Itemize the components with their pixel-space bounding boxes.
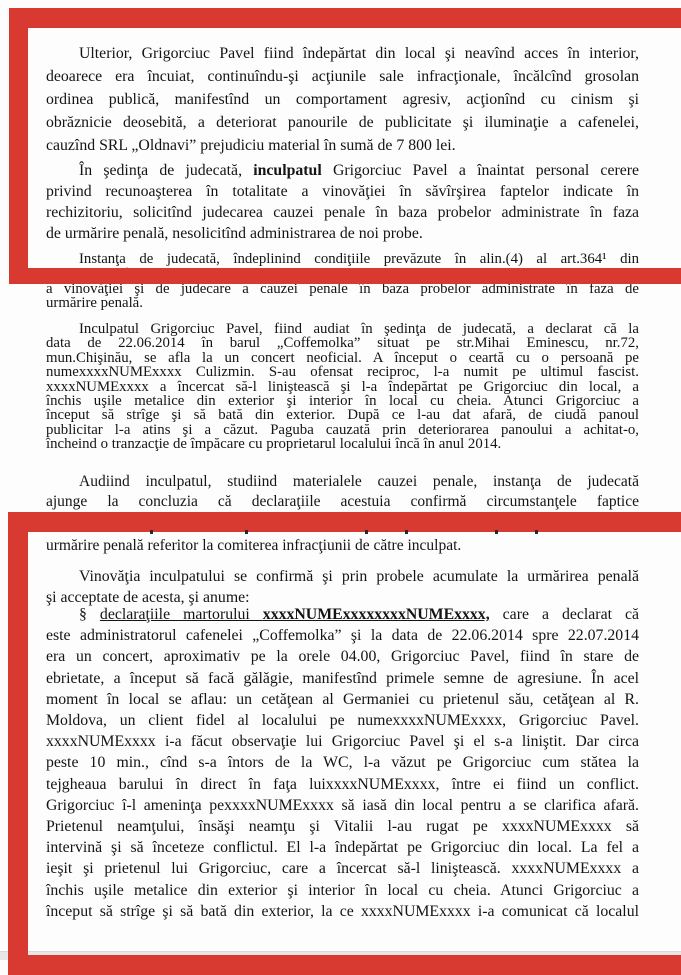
text-line: mun.Chişinău, se afla la un concert neoficial. A început o ceartă cu o persoană pe <box>46 349 639 366</box>
text-line: Instanţa de judecată, îndeplinind condiţiile prevăzute în alin.(4) al art.364¹ din <box>79 251 639 267</box>
text-line: § declaraţiile martorului xxxxNUMExxxxxxxxNUMExxxx, care a declarat că <box>79 606 640 623</box>
text-line: data de 22.06.2014 în barul „Coffemolka” situat pe str.Mihai Eminescu, nr.72, <box>46 335 639 352</box>
text-line: început să strîge şi să bată din exterior, la ce xxxxNUMExxxx i-a comunicat că localul <box>46 902 639 920</box>
text-line: ajunge la concluzia că declaraţiile acestuia confirmă circumstanţele faptice <box>46 493 639 510</box>
text-line: urmărire penală. <box>46 295 143 312</box>
text-line: deoarece era încuiat, continuîndu-şi acţiunile sale infracţionale, încălcînd grosolan <box>46 68 639 85</box>
text-line: obrăznicie deosebită, a deteriorat panourile de publicitate şi iluminaţie a cafenelei, <box>46 114 639 131</box>
text-line: publicitar l-a atins şi a căzut. Paguba cauzată prin deteriorarea panoului a achitat-o, <box>46 421 639 438</box>
text-line: Ulterior, Grigorciuc Pavel fiind îndepărtat din local şi neavînd acces în interior, <box>79 45 639 62</box>
red-annotation-box-top <box>9 8 681 284</box>
text-line: intervină şi să înceteze conflictul. El l-a îndepărtat pe Grigorciuc din local. La fel a <box>46 839 639 857</box>
text-line: CPP, prin încheierea din 06.05.2015, a acceptat cererea inculpatului de recunoaştere <box>46 265 639 282</box>
text-line: ordinea publică, manifestînd un comportament agresiv, acţionînd cu cinism şi <box>46 91 639 108</box>
text-line: moment în local se aflau: un cetăţean al Germaniei cu prietenul său, cetăţean al R. <box>46 690 639 708</box>
text-line: Audiind inculpatul, studiind materialele cauzei penale, instanţa de judecată <box>79 473 639 490</box>
text-line: închis uşile metalice din exterior şi interior în local cu cheia. Atunci Grigorciuc a <box>46 881 639 899</box>
text-line: Grigorciuc î-l ameninţa pexxxxNUMExxxx să iasă din local pentru a se clarifica afară. <box>46 796 639 814</box>
text-line: de urmărire penală, nesolicitînd administrarea de noi probe. <box>46 225 423 242</box>
text-line: cauzînd SRL „Oldnavi” prejudiciu material în sumă de 7 800 lei. <box>46 137 456 154</box>
text-line: rechizitoriu, solicitînd judecarea cauzei penale în baza probelor administrate în faza <box>46 204 639 221</box>
text-line: Vinovăţia inculpatului se confirmă şi prin probele acumulate la urmărirea penală <box>79 568 639 585</box>
text-line: În şedinţa de judecată, inculpatul Grigorciuc Pavel a înaintat personal cerere <box>79 162 640 179</box>
text-line: ieşit şi prietenul lui Grigorciuc, care a încercat să-l liniştească. xxxxNUMExxxx a <box>46 860 639 878</box>
red-annotation-box-bottom <box>8 512 681 975</box>
text-line: a vinovăţiei şi de judecare a cauzei penale în baza probelor administrate în faza de <box>46 280 639 297</box>
text-line: Inculpatul Grigorciuc Pavel, fiind audiat în şedinţa de judecată, a declarat că la <box>79 321 639 337</box>
text-line: Moldova, un client fidel al localului pe numexxxxNUMExxxx, Grigorciuc Pavel. <box>46 712 639 730</box>
text-line: încheind o tranzacţie de împăcare cu proprietarul localului încă în anul 2014. <box>46 436 502 453</box>
text-line: închis uşile metalice din exterior şi interior în local cu cheia. Atunci Grigorciuc a <box>46 393 639 410</box>
text-line: peste 10 min., cînd s-a întors de la WC, l-a văzut pe Grigorciuc cum stătea la <box>46 754 639 772</box>
text-line: început să strîge şi să bată din exterior. După ce l-au dat afară, de ciudă panoul <box>46 407 639 424</box>
text-line: privind recunoaşterea în totalitate a vinovăţiei în săvîrşirea faptelor indicate în <box>46 183 639 200</box>
text-line: tejgheaua barului în direct în faţa luixxxxNUMExxxx, între ei fiind un conflict. <box>46 775 639 793</box>
text-line: urmărire penală referitor la comiterea infracţiunii de către inculpat. <box>46 537 462 554</box>
text-line: era un concert, aproximativ pe la orele 04.00, Grigorciuc Pavel, fiind în stare de <box>46 648 639 666</box>
text-line: ebrietate, a început să facă gălăgie, manifestînd primele semne de agresiune. În acel <box>46 669 639 687</box>
paragraph-inculpat-audiat <box>46 322 639 452</box>
obscured-line-descenders <box>150 530 153 534</box>
text-line: xxxxNUMExxxx i-a făcut observaţie lui Grigorciuc Pavel şi el s-a liniştit. Dar circa <box>46 733 639 751</box>
text-line: şi acceptate de acesta, şi anume: <box>46 589 250 606</box>
paragraph-audiind <box>46 472 639 512</box>
text-line: numexxxxNUMExxxx Culizmin. S-au ofensat reciproc, l-a numit pe ultimul fascist. <box>46 364 639 381</box>
text-line: este administratorul cafenelei „Coffemolka” şi la data de 22.06.2014 spre 22.07.2014 <box>46 627 639 645</box>
text-line: xxxxNUMExxxx a încercat să-l liniştească şi l-a îndepărtat pe Grigorciuc din local, a <box>46 378 639 395</box>
text-line: Prietenul neamţului, însăşi neamţu şi Vitalii l-au rugat pe xxxxNUMExxxx să <box>46 818 639 836</box>
